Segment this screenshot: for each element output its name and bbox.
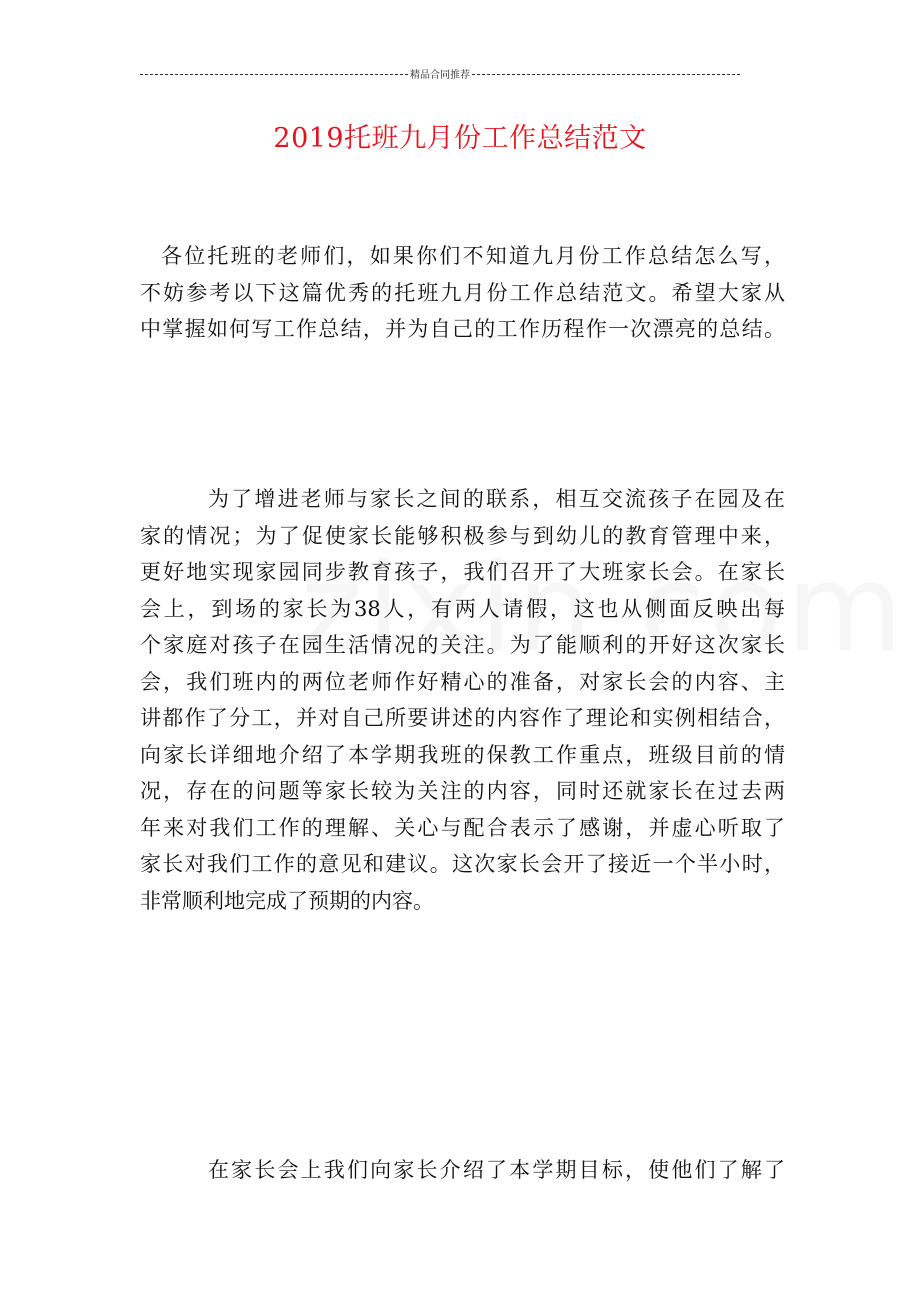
paragraph-line: 年来对我们工作的理解、关心与配合表示了感谢，并虚心听取了 <box>140 815 785 840</box>
paragraph-line: 不妨参考以下这篇优秀的托班九月份工作总结范文。希望大家从 <box>140 280 785 305</box>
header-label: 精品合同推荐 <box>410 70 470 81</box>
paragraph-line: 况，存在的问题等家长较为关注的内容，同时还就家长在过去两 <box>140 779 785 803</box>
paragraph-line: 会，我们班内的两位老师作好精心的准备，对家长会的内容、主 <box>140 669 785 694</box>
paragraph-line: 个家庭对孩子在园生活情况的关注。为了能顺利的开好这次家长 <box>140 633 785 657</box>
body-paragraph <box>140 481 785 919</box>
page-header <box>140 66 740 81</box>
body-paragraph-2 <box>140 1152 785 1189</box>
paragraph-line: 向家长详细地介绍了本学期我班的保教工作重点，班级目前的情 <box>140 742 785 767</box>
header-dash-right <box>472 74 740 75</box>
paragraph-line: 各位托班的老师们，如果你们不知道九月份工作总结怎么写， <box>161 244 785 268</box>
header-dash-left <box>140 74 408 75</box>
document-title: 2019托班九月份工作总结范文 <box>273 123 647 154</box>
paragraph-line: 为了增进老师与家长之间的联系，相互交流孩子在园及在 <box>208 487 785 511</box>
paragraph-line: 非常顺利地完成了预期的内容。 <box>140 888 434 913</box>
paragraph-line: 讲都作了分工，并对自己所要讲述的内容作了理论和实例相结合， <box>140 706 785 730</box>
paragraph-line: 在家长会上我们向家长介绍了本学期目标，使他们了解了 <box>208 1158 785 1182</box>
intro-paragraph <box>140 238 785 348</box>
paragraph-line: 会上，到场的家长为38人，有两人请假，这也从侧面反映出每 <box>140 596 785 621</box>
paragraph-line: 更好地实现家园同步教育孩子，我们召开了大班家长会。在家长 <box>140 560 785 584</box>
paragraph-line: 家的情况；为了促使家长能够积极参与到幼儿的教育管理中来， <box>140 523 785 548</box>
paragraph-line: 中掌握如何写工作总结，并为自己的工作历程作一次漂亮的总结。 <box>140 317 785 341</box>
paragraph-line: 家长对我们工作的意见和建议。这次家长会开了接近一个半小时， <box>140 852 785 876</box>
